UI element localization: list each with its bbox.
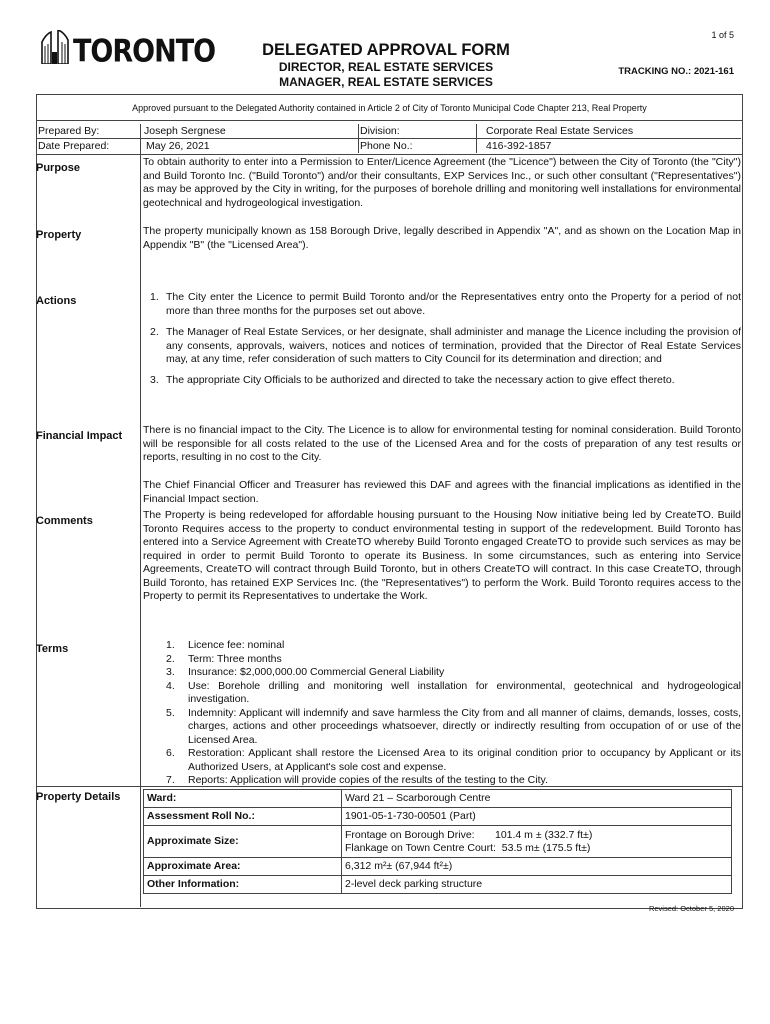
- detail-key: Approximate Size:: [144, 826, 342, 858]
- action-number: 2.: [150, 326, 159, 338]
- property-details-table: [143, 789, 732, 894]
- financial-impact-label: Financial Impact: [36, 430, 123, 442]
- actions-label: Actions: [36, 295, 77, 307]
- term-number: 5.: [166, 706, 175, 719]
- term-text: Restoration: Applicant shall restore the Licensed Area to its original condition prior to occupancy by Applicant or its Authorized Users, at Applicant's sole cost and expense.: [188, 747, 741, 773]
- preparer-info: [36, 124, 741, 153]
- table-row: [144, 876, 732, 894]
- table-row: [144, 790, 732, 808]
- form-subtitle-manager: MANAGER, REAL ESTATE SERVICES: [279, 75, 493, 89]
- property-details-label: Property Details: [36, 791, 121, 803]
- term-number: 2.: [166, 652, 175, 665]
- term-number: 7.: [166, 774, 175, 786]
- action-text: The Manager of Real Estate Services, or her designate, shall administer and manage the Licence including the provision of any consents, approvals, waivers, notices and notices of termination, provided that the Director of Real Estate Services may, at any time, refer consideration of such matters to City Council for its determination and direction; and: [166, 326, 741, 365]
- date-value: May 26, 2021: [146, 140, 210, 152]
- term-text: Insurance: $2,000,000.00 Commercial General Liability: [188, 666, 445, 678]
- prepared-by-label: Prepared By:: [38, 125, 100, 137]
- term-item: [166, 653, 741, 667]
- table-row: [144, 808, 732, 826]
- form-title: DELEGATED APPROVAL FORM: [262, 41, 510, 59]
- term-text: Term: Three months: [188, 652, 282, 665]
- action-number: 1.: [150, 291, 159, 303]
- logo-wordmark: TORONTO: [73, 33, 216, 70]
- authority-text: Approved pursuant to the Delegated Authority contained in Article 2 of City of Toronto Municipal Code Chapter 213, Real Property: [132, 103, 647, 113]
- label-column-divider: [140, 124, 141, 907]
- action-text: The appropriate City Officials to be authorized and directed to take the necessary action to give effect thereto.: [166, 373, 675, 386]
- detail-value: 1901-05-1-730-00501 (Part): [342, 808, 732, 826]
- action-number: 3.: [150, 373, 159, 386]
- detail-value: Ward 21 – Scarborough Centre: [342, 790, 732, 808]
- action-text: The City enter the Licence to permit Build Toronto and/or the Representatives entry onto the Property for a period of not more than three months for the purposes set out above.: [166, 291, 741, 317]
- info-row-prepared: [36, 124, 741, 138]
- property-label: Property: [36, 229, 82, 241]
- term-item: [166, 707, 741, 748]
- term-number: 4.: [166, 679, 175, 692]
- term-number: 1.: [166, 639, 175, 651]
- phone-value: 416-392-1857: [486, 140, 552, 152]
- term-text: Licence fee: nominal: [188, 639, 285, 651]
- revision-date: Revised: October 5, 2020: [648, 904, 734, 913]
- action-item: [150, 291, 741, 318]
- frontage-value: Frontage on Borough Drive: 101.4 m ± (332.7 ft±): [345, 828, 593, 841]
- purpose-label: Purpose: [36, 162, 81, 174]
- detail-key: Approximate Area:: [144, 858, 342, 876]
- term-item: [166, 639, 741, 653]
- info-row-date: [36, 138, 741, 153]
- date-label: Date Prepared:: [38, 140, 110, 152]
- division-label: Division:: [360, 125, 400, 137]
- authority-statement: [36, 94, 743, 121]
- phone-label: Phone No.:: [360, 140, 413, 152]
- term-number: 3.: [166, 666, 175, 678]
- term-text: Reports: Application will provide copies of the results of the testing to the City.: [188, 774, 548, 786]
- detail-key: Assessment Roll No.:: [144, 808, 342, 826]
- page-number: 1 of 5: [711, 30, 734, 40]
- comments-text: The Property is being redeveloped for affordable housing pursuant to the Housing Now initiative being led by CreateTO. Build Toronto Requires access to the property to conduct environmental testing in support of the redevelopment. Build Toronto has entered into a Service Agreement with CreateTO whereby Build Toronto engaged CreateTO to provide such services as may be required in order to permit Build Toronto to operate its Business. In some circumstances, such as entering into Service Agreements, CreateTO will contract through Build Toronto, but in others CreateTO will contract. In this case CreateTO, through Build Toronto, has retained EXP Services Inc. (the "Representatives") to perform the Work. Build Toronto requires access to the Property to permit its Representatives to undertake the Work.: [143, 509, 741, 602]
- action-item: [150, 374, 741, 388]
- term-item: [166, 666, 741, 680]
- table-row: [144, 858, 732, 876]
- actions-list: [150, 291, 741, 387]
- term-text: Indemnity: Applicant will indemnify and save harmless the City from and all manner of claims, demands, losses, costs, charges, actions and other proceedings whatsoever, directly or indirectly resulting from occupation of or use of the Licensed Area.: [188, 706, 741, 746]
- term-number: 6.: [166, 747, 175, 759]
- flankage-value: Flankage on Town Centre Court: 53.5 m± (175.5 ft±): [345, 841, 591, 854]
- terms-list: [166, 639, 741, 788]
- prepared-by-value: Joseph Sergnese: [144, 125, 226, 137]
- terms-label: Terms: [36, 643, 69, 655]
- detail-key: Other Information:: [144, 876, 342, 894]
- comments-label: Comments: [36, 515, 93, 527]
- table-row: [144, 826, 732, 858]
- tracking-number: TRACKING NO.: 2021-161: [618, 66, 734, 77]
- financial-impact-text: There is no financial impact to the City. The Licence is to allow for environmental testing for nominal consideration. Build Toronto will be responsible for all costs related to the use of the Licensed Area and for the costs of preparation of any test results or reports, resulting in no cost to the City.: [143, 424, 741, 463]
- division-value: Corporate Real Estate Services: [486, 125, 634, 137]
- term-text: Use: Borehole drilling and monitoring well installation for environmental, geotechnical and hydrogeological investigation.: [188, 679, 741, 705]
- detail-value: [342, 826, 732, 858]
- detail-value: 2-level deck parking structure: [342, 876, 732, 894]
- form-subtitle-director: DIRECTOR, REAL ESTATE SERVICES: [278, 60, 494, 74]
- financial-review-text: The Chief Financial Officer and Treasurer has reviewed this DAF and agrees with the financial implications as identified in the Financial Impact section.: [143, 479, 741, 505]
- purpose-text: To obtain authority to enter into a Permission to Enter/Licence Agreement (the "Licence") between the City of Toronto (the "City") and Build Toronto Inc. ("Build Toronto") and/or their consultants, EXP Services Inc., or such other consultant ("Representatives") as may be approved by the City in writing, for the purposes of borehole drilling and monitoring well installations for environmental geotechnical and hydrogeological investigation.: [143, 156, 741, 209]
- city-hall-towers-icon: [40, 30, 70, 67]
- term-item: [166, 680, 741, 707]
- detail-key: Ward:: [144, 790, 342, 808]
- term-item: [166, 747, 741, 774]
- property-text: The property municipally known as 158 Borough Drive, legally described in Appendix "A", and as shown on the Location Map in Appendix "B" (the "Licensed Area").: [143, 225, 741, 251]
- action-item: [150, 326, 741, 367]
- detail-value: 6,312 m²± (67,944 ft²±): [342, 858, 732, 876]
